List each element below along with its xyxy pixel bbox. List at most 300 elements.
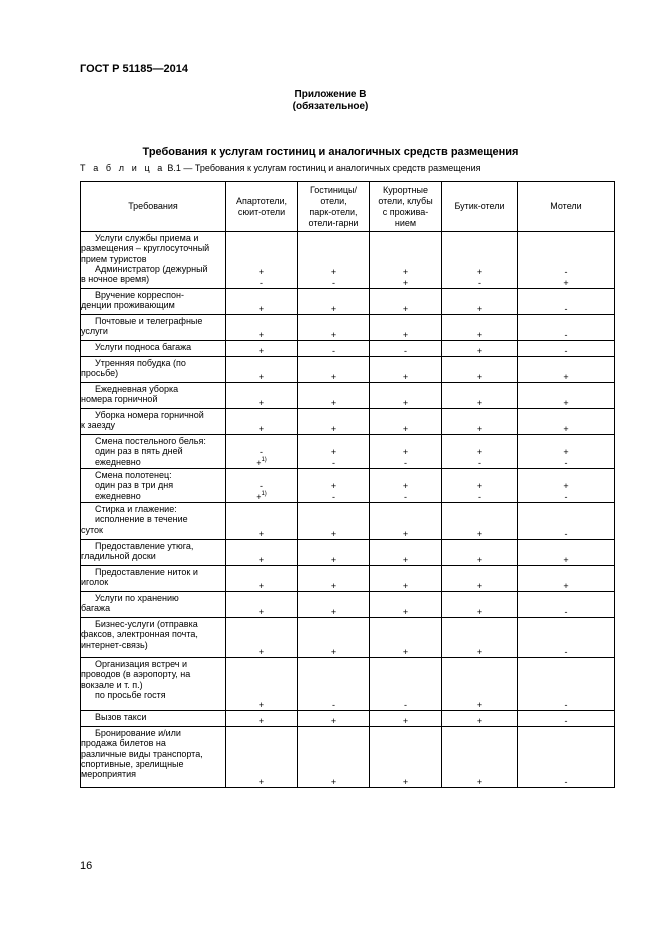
value-text: - [564,345,568,356]
value-text: + [563,423,569,434]
value-text: + [258,528,265,539]
value-cell [298,341,370,357]
value-cell [226,232,298,289]
requirement-line: Уборка номера горничной [95,410,204,420]
requirement-line: иголок [81,577,109,588]
value-cell [370,289,442,315]
value-cell [370,540,442,566]
requirement-line: по просьбе гостя [95,689,166,700]
table-caption-prefix: Т а б л и ц а [80,163,165,173]
requirement-cell [81,383,226,409]
requirement-line: ежедневно [95,456,141,467]
column-header [81,182,226,232]
requirement-line: Бизнес-услуги (отправка [95,619,198,629]
value-cell [226,409,298,435]
value-mark [442,529,517,539]
column-header [298,182,370,232]
value-cell [298,727,370,788]
value-mark [226,777,297,787]
value-text: + [563,371,569,382]
value-cell [370,727,442,788]
requirement-line: размещения – круглосуточный [81,243,210,254]
table-row [81,566,615,592]
value-cell [442,383,518,409]
value-mark [370,555,441,565]
requirement-line: Ежедневная уборка [95,384,179,394]
value-cell [298,357,370,383]
value-mark [370,777,441,787]
value-cell [518,566,615,592]
requirement-line: Организация встреч и [95,659,188,669]
value-text: - [564,528,568,539]
value-cell [518,618,615,658]
value-text: + [476,528,483,539]
value-mark [370,372,441,382]
value-mark [298,647,369,657]
value-cell [442,341,518,357]
value-cell [298,566,370,592]
requirement-line: Услуги службы приема и [95,233,199,243]
value-mark [370,647,441,657]
value-cell [370,469,442,503]
value-mark [370,581,441,591]
value-mark [298,700,369,710]
requirement-cell [81,540,226,566]
requirement-cell [81,618,226,658]
value-cell [370,357,442,383]
requirement-line: Стирка и глажение: [95,504,177,514]
value-text: + [258,371,265,382]
value-mark [518,555,614,565]
value-text: + [563,447,569,458]
value-mark [298,492,369,502]
table-row [81,357,615,383]
value-cell [442,592,518,618]
requirement-line: услуги [81,326,108,337]
value-mark [298,458,369,468]
requirement-cell [81,315,226,341]
value-mark [518,716,614,726]
value-text: + [476,580,483,591]
value-text: - [260,447,263,458]
column-header-line: отели, [320,195,347,206]
value-mark [518,492,614,502]
value-mark [518,481,614,491]
value-text: - [478,457,481,468]
value-text: + [402,303,409,314]
value-cell [298,658,370,711]
table-row [81,618,615,658]
value-mark [442,447,517,457]
value-cell [518,727,615,788]
value-text: + [476,554,483,565]
value-mark [370,716,441,726]
value-text: + [402,481,409,492]
value-cell [226,289,298,315]
value-text: - [260,277,263,288]
value-mark [226,458,297,468]
value-text: + [330,397,337,408]
value-cell [518,383,615,409]
value-text: + [258,699,265,710]
requirement-cell [81,469,226,503]
table-row [81,727,615,788]
value-mark [442,267,517,277]
value-text: + [258,267,265,278]
value-mark [370,700,441,710]
requirement-line: денции проживающим [81,300,175,311]
value-cell [226,503,298,540]
value-text: + [476,303,483,314]
requirement-line: Бронирование и/или [95,728,181,738]
value-text: + [256,457,262,468]
value-text: - [404,457,407,468]
value-mark [518,581,614,591]
value-mark [518,330,614,340]
value-text: + [402,776,409,787]
table-row [81,232,615,289]
requirement-line: ежедневно [95,490,141,501]
requirement-cell [81,592,226,618]
value-cell [226,566,298,592]
value-text: + [330,715,337,726]
value-text: + [476,447,483,458]
value-mark [442,330,517,340]
value-text: - [332,345,335,356]
value-text: - [564,776,568,787]
value-text: - [564,303,568,314]
column-header [518,182,615,232]
value-text: + [402,528,409,539]
value-text: + [402,606,409,617]
requirement-line: Администратор (дежурный [95,263,208,274]
requirement-cell [81,566,226,592]
value-text: + [330,606,337,617]
value-text: + [476,371,483,382]
value-text: + [256,491,262,502]
value-mark [298,716,369,726]
value-text: + [258,580,265,591]
value-text: + [330,423,337,434]
value-mark [518,607,614,617]
value-mark [298,330,369,340]
value-cell [226,435,298,469]
value-text: + [330,554,337,565]
value-mark [370,398,441,408]
value-mark [518,529,614,539]
value-text: + [402,267,409,278]
column-header-line: сюит-отели [237,206,286,217]
value-mark [370,492,441,502]
value-mark [442,555,517,565]
value-mark [518,647,614,657]
requirement-line: Почтовые и телеграфные [95,316,203,326]
requirement-line: прием туристов [81,253,147,264]
value-mark [442,581,517,591]
value-cell [370,503,442,540]
requirement-cell [81,503,226,540]
value-text: - [404,699,407,710]
value-text: + [476,329,483,340]
value-cell [298,469,370,503]
column-header-line: Бутик-отели [454,201,505,211]
value-mark [442,304,517,314]
requirement-line: гладильной доски [81,551,156,562]
value-cell [518,711,615,727]
requirement-line: Вручение корреспон- [95,290,185,300]
value-text: - [564,329,568,340]
value-text: + [258,345,265,356]
value-mark [298,278,369,288]
value-cell [370,409,442,435]
value-cell [370,592,442,618]
value-mark [298,777,369,787]
value-cell [518,341,615,357]
value-text: + [258,303,265,314]
value-cell [298,289,370,315]
value-text: + [258,776,265,787]
requirement-line: Предоставление утюга, [95,541,194,551]
value-text: + [258,554,265,565]
value-text: + [258,423,265,434]
value-mark [370,481,441,491]
value-cell [226,341,298,357]
table-header-row [81,182,615,232]
column-header-line: парк-отели, [309,206,358,217]
value-mark [442,777,517,787]
value-cell [226,727,298,788]
column-header-line: Гостиницы/ [309,184,358,195]
value-cell [298,409,370,435]
value-mark [226,492,297,502]
value-text: + [476,715,483,726]
requirement-line: один раз в пять дней [95,446,183,457]
value-cell [370,711,442,727]
value-mark [226,330,297,340]
value-text: - [564,491,568,502]
value-mark [226,346,297,356]
value-text: - [564,267,568,278]
requirements-table [80,181,615,788]
value-mark [370,607,441,617]
value-text: + [402,447,409,458]
table-row [81,469,615,503]
value-cell [370,566,442,592]
requirement-line: различные виды транспорта, [81,748,203,759]
value-mark [518,458,614,468]
table-row [81,658,615,711]
value-mark [226,555,297,565]
value-text: + [476,345,483,356]
value-cell [298,435,370,469]
table-row [81,711,615,727]
value-cell [518,315,615,341]
column-header-line: Курортные [382,184,429,195]
value-mark [298,424,369,434]
value-text: + [563,397,569,408]
value-cell [226,592,298,618]
requirement-line: вокзале и т. п.) [81,679,143,690]
value-cell [442,618,518,658]
value-mark [518,346,614,356]
requirement-line: спортивные, зрелищные [81,758,184,769]
value-mark [298,346,369,356]
page-number: 16 [80,860,93,872]
value-text: + [330,481,337,492]
value-text: + [330,329,337,340]
appendix-title: Приложение В [294,89,367,100]
value-text: + [402,423,409,434]
value-mark [518,777,614,787]
requirement-cell [81,232,226,289]
value-mark [226,581,297,591]
value-text: + [258,397,265,408]
value-cell [370,341,442,357]
table-row [81,592,615,618]
column-header-line: Апартотели, [235,195,288,206]
value-text: + [402,715,409,726]
requirement-line: Услуги подноса багажа [95,342,192,352]
value-text: - [564,457,568,468]
value-cell [442,658,518,711]
value-text: + [330,646,337,657]
table-row [81,315,615,341]
value-mark [226,278,297,288]
value-text: + [330,528,337,539]
value-cell [370,383,442,409]
table-caption [80,163,480,173]
requirement-line: мероприятия [81,769,137,780]
value-cell [518,435,615,469]
requirement-line: интернет-связь) [81,639,148,650]
requirement-line: просьбе) [81,368,119,379]
column-header [226,182,298,232]
value-cell [298,315,370,341]
value-mark [442,424,517,434]
value-text: - [404,491,407,502]
value-text: - [332,699,335,710]
requirement-line: один раз в три дня [95,480,174,491]
value-cell [442,435,518,469]
requirement-cell [81,435,226,469]
value-mark [442,372,517,382]
value-text: - [332,491,335,502]
column-header-line: Мотели [550,201,582,211]
value-mark [518,398,614,408]
value-mark [298,447,369,457]
value-text: - [332,457,335,468]
value-text: + [330,267,337,278]
requirement-line: проводов (в аэропорту, на [81,669,191,680]
value-text: + [330,580,337,591]
value-cell [518,469,615,503]
value-cell [370,618,442,658]
value-cell [442,727,518,788]
requirement-line: Смена постельного белья: [95,436,206,446]
value-text: - [478,277,481,288]
value-cell [518,409,615,435]
table-row [81,289,615,315]
value-text: + [402,277,409,288]
value-text: + [563,580,569,591]
value-cell [518,232,615,289]
requirement-line: Смена полотенец: [95,470,172,480]
value-mark [298,304,369,314]
appendix-note: (обязательное) [292,101,369,112]
footnote-marker: 1) [261,490,267,497]
section-title: Требования к услугам гостиниц и аналогичных средств размещения [142,146,519,158]
table-row [81,435,615,469]
value-mark [518,267,614,277]
value-text: - [564,715,568,726]
value-text: + [258,329,265,340]
value-text: - [260,481,263,492]
value-cell [442,503,518,540]
requirement-line: Утренняя побудка (по [95,358,186,368]
value-mark [226,716,297,726]
value-mark [442,458,517,468]
value-mark [442,398,517,408]
value-cell [298,503,370,540]
value-mark [298,607,369,617]
value-mark [298,398,369,408]
value-text: + [330,447,337,458]
value-mark [518,447,614,457]
value-text: - [564,646,568,657]
value-text: + [476,267,483,278]
value-cell [226,618,298,658]
value-mark [370,447,441,457]
value-mark [226,372,297,382]
value-text: + [330,776,337,787]
value-text: + [563,481,569,492]
value-cell [370,315,442,341]
value-mark [518,372,614,382]
value-cell [442,711,518,727]
value-text: + [476,423,483,434]
requirement-cell [81,727,226,788]
value-text: + [563,554,569,565]
value-mark [442,716,517,726]
value-text: + [476,699,483,710]
value-cell [442,540,518,566]
value-cell [226,383,298,409]
value-text: + [563,277,569,288]
value-cell [226,357,298,383]
document-header: ГОСТ Р 51185—2014 [80,63,188,75]
value-cell [518,658,615,711]
value-mark [370,529,441,539]
value-text: + [330,371,337,382]
value-mark [226,304,297,314]
value-mark [442,346,517,356]
value-text: + [476,776,483,787]
value-cell [518,503,615,540]
value-mark [370,346,441,356]
value-cell [370,232,442,289]
value-text: - [404,345,407,356]
value-mark [518,304,614,314]
value-mark [442,481,517,491]
value-mark [442,647,517,657]
requirement-line: в ночное время) [81,274,150,285]
value-text: + [402,397,409,408]
value-mark [442,492,517,502]
value-mark [370,278,441,288]
column-header [442,182,518,232]
value-text: + [476,481,483,492]
value-mark [298,481,369,491]
